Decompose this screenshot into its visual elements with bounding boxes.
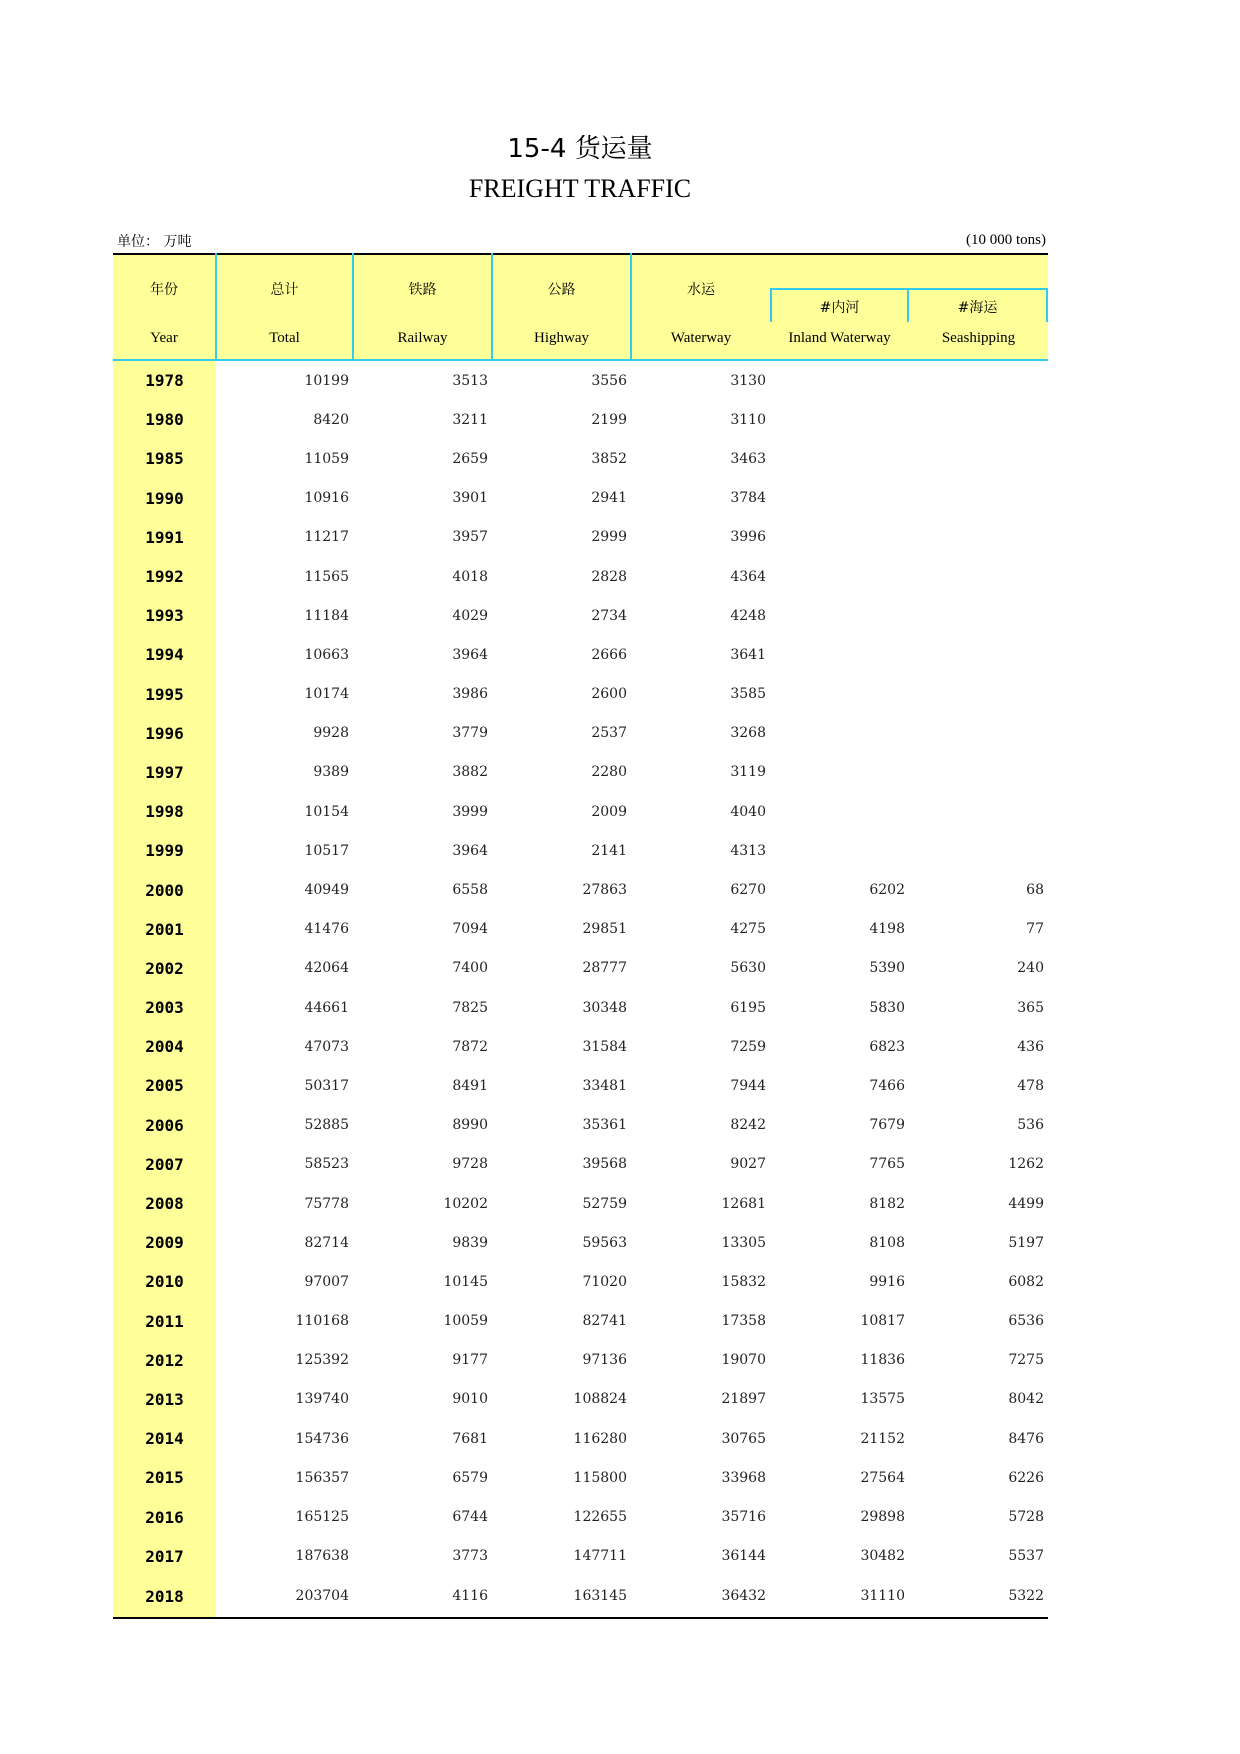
- cell-inland-waterway: 13575: [860, 1391, 905, 1408]
- cell-railway: 4029: [452, 607, 488, 624]
- cell-year: 1990: [113, 479, 216, 518]
- cell-highway: 71020: [582, 1273, 627, 1290]
- table-row: [113, 1027, 1048, 1066]
- cell-year: 1996: [113, 714, 216, 753]
- cell-waterway: 3110: [730, 411, 766, 428]
- cell-railway: 3964: [452, 842, 488, 859]
- cell-year: 2017: [113, 1537, 216, 1576]
- cell-inland-waterway: 21152: [860, 1430, 905, 1447]
- cell-year: 1999: [113, 831, 216, 870]
- cell-highway: 82741: [582, 1313, 627, 1330]
- cell-year: 2009: [113, 1223, 216, 1262]
- cell-inland-waterway: [770, 714, 909, 753]
- cell-highway: 29851: [582, 921, 627, 938]
- cell-total: 40949: [304, 882, 349, 899]
- cell-waterway: 3641: [730, 646, 766, 663]
- cell-seashipping: 5197: [1008, 1234, 1044, 1251]
- table-row: [113, 518, 1048, 557]
- cell-railway: 7872: [452, 1038, 488, 1055]
- cell-waterway: 19070: [721, 1352, 766, 1369]
- column-header-inland-waterway: [770, 254, 909, 360]
- header-label-en: Highway: [534, 330, 589, 346]
- table-row: [113, 1066, 1048, 1105]
- cell-seashipping: 68: [1026, 882, 1044, 899]
- cell-total: 10517: [304, 842, 349, 859]
- cell-total: 11184: [304, 607, 349, 624]
- table-row: [113, 1302, 1048, 1341]
- cell-total: 97007: [304, 1273, 349, 1290]
- cell-railway: 3513: [452, 372, 488, 389]
- cell-railway: 3957: [452, 529, 488, 546]
- cell-inland-waterway: 6202: [869, 882, 905, 899]
- header-label-cn: 公路: [547, 282, 576, 298]
- cell-year: 1997: [113, 753, 216, 792]
- cell-year: 1998: [113, 792, 216, 831]
- cell-railway: 10145: [443, 1273, 488, 1290]
- cell-inland-waterway: 9916: [869, 1273, 905, 1290]
- cell-highway: 35361: [582, 1117, 627, 1134]
- cell-highway: 147711: [573, 1548, 627, 1565]
- table-body: [113, 360, 1048, 1618]
- cell-seashipping: [909, 518, 1048, 557]
- cell-railway: 2659: [452, 450, 488, 467]
- cell-seashipping: [909, 596, 1048, 635]
- cell-railway: 3999: [452, 803, 488, 820]
- cell-seashipping: [909, 831, 1048, 870]
- table-row: [113, 596, 1048, 635]
- cell-highway: 122655: [573, 1509, 627, 1526]
- cell-inland-waterway: 7466: [869, 1077, 905, 1094]
- cell-railway: 9010: [452, 1391, 488, 1408]
- cell-railway: 3986: [452, 686, 488, 703]
- cell-waterway: 3268: [730, 725, 766, 742]
- cell-highway: 163145: [492, 1576, 631, 1618]
- cell-waterway: 13305: [721, 1234, 766, 1251]
- cell-year: 2010: [113, 1262, 216, 1301]
- cell-highway: 39568: [582, 1156, 627, 1173]
- cell-year: 2001: [113, 910, 216, 949]
- cell-highway: 52759: [582, 1195, 627, 1212]
- cell-highway: 28777: [582, 960, 627, 977]
- cell-railway: 8990: [452, 1117, 488, 1134]
- cell-waterway: 35716: [721, 1509, 766, 1526]
- table-row: [113, 1458, 1048, 1497]
- table-row: [113, 635, 1048, 674]
- header-label-en: Year: [150, 330, 178, 346]
- table-row: [113, 870, 1048, 909]
- cell-seashipping: 8476: [1008, 1430, 1044, 1447]
- cell-highway: 116280: [573, 1430, 627, 1447]
- cell-total: 110168: [295, 1313, 349, 1330]
- header-label-en: Railway: [397, 330, 448, 346]
- cell-seashipping: 5322: [909, 1576, 1048, 1618]
- cell-highway: 2199: [591, 411, 627, 428]
- cell-inland-waterway: [770, 479, 909, 518]
- cell-inland-waterway: [770, 518, 909, 557]
- cell-waterway: 30765: [721, 1430, 766, 1447]
- cell-year: 2000: [113, 870, 216, 909]
- cell-waterway: 36144: [721, 1548, 766, 1565]
- table-row: [113, 479, 1048, 518]
- cell-railway: 6579: [452, 1469, 488, 1486]
- cell-seashipping: 536: [1017, 1117, 1044, 1134]
- cell-railway: 3779: [452, 725, 488, 742]
- cell-total: 42064: [304, 960, 349, 977]
- cell-waterway: 3585: [730, 686, 766, 703]
- cell-total: 9928: [313, 725, 349, 742]
- cell-seashipping: 4499: [1008, 1195, 1044, 1212]
- cell-seashipping: 365: [1017, 999, 1044, 1016]
- header-label-cn: 总计: [270, 282, 299, 298]
- cell-waterway: 4275: [730, 921, 766, 938]
- cell-railway: 3211: [452, 411, 488, 428]
- table-row: [113, 1184, 1048, 1223]
- cell-seashipping: 5728: [1008, 1509, 1044, 1526]
- cell-railway: 6744: [452, 1509, 488, 1526]
- table-row: [113, 1262, 1048, 1301]
- cell-waterway: 3119: [730, 764, 766, 781]
- cell-waterway: 17358: [721, 1313, 766, 1330]
- cell-seashipping: 5537: [1008, 1548, 1044, 1565]
- cell-highway: 3852: [591, 450, 627, 467]
- cell-year: 2011: [113, 1302, 216, 1341]
- table-row: [113, 1341, 1048, 1380]
- cell-total: 165125: [295, 1509, 349, 1526]
- subheader-box: [770, 288, 909, 322]
- cell-inland-waterway: 8182: [869, 1195, 905, 1212]
- cell-year: 2016: [113, 1497, 216, 1536]
- cell-seashipping: [909, 675, 1048, 714]
- cell-total: 154736: [295, 1430, 349, 1447]
- cell-waterway: 7259: [730, 1038, 766, 1055]
- cell-seashipping: [909, 439, 1048, 478]
- cell-inland-waterway: 29898: [860, 1509, 905, 1526]
- cell-year: 2002: [113, 949, 216, 988]
- cell-year: 2006: [113, 1106, 216, 1145]
- cell-year: 2003: [113, 988, 216, 1027]
- cell-waterway: 21897: [721, 1391, 766, 1408]
- cell-highway: 2280: [591, 764, 627, 781]
- header-label-cn: 水运: [687, 282, 715, 298]
- cell-seashipping: 6536: [1008, 1313, 1044, 1330]
- cell-inland-waterway: [770, 675, 909, 714]
- cell-waterway: 15832: [721, 1273, 766, 1290]
- cell-year: 2015: [113, 1458, 216, 1497]
- cell-waterway: 7944: [730, 1077, 766, 1094]
- cell-total: 11059: [304, 450, 349, 467]
- cell-year: 1995: [113, 675, 216, 714]
- cell-year: 1993: [113, 596, 216, 635]
- cell-seashipping: [909, 479, 1048, 518]
- cell-total: 10174: [304, 686, 349, 703]
- cell-seashipping: 77: [1026, 921, 1044, 938]
- cell-highway: 59563: [582, 1234, 627, 1251]
- cell-total: 156357: [295, 1469, 349, 1486]
- header-label-en: Total: [269, 330, 300, 346]
- subheader-box: [909, 288, 1048, 322]
- cell-highway: 115800: [573, 1469, 627, 1486]
- cell-inland-waterway: 27564: [860, 1469, 905, 1486]
- cell-total: 9389: [313, 764, 349, 781]
- cell-seashipping: [909, 753, 1048, 792]
- table-row: [113, 988, 1048, 1027]
- freight-traffic-table: [113, 253, 1048, 1619]
- cell-seashipping: 478: [1017, 1077, 1044, 1094]
- cell-total: 10916: [304, 490, 349, 507]
- cell-seashipping: 6082: [1008, 1273, 1044, 1290]
- cell-year: 2004: [113, 1027, 216, 1066]
- cell-railway: 9177: [452, 1352, 488, 1369]
- cell-highway: 30348: [582, 999, 627, 1016]
- cell-railway: 10202: [443, 1195, 488, 1212]
- cell-total: 10154: [304, 803, 349, 820]
- cell-railway: 9728: [452, 1156, 488, 1173]
- header-label-cn: #海运: [957, 300, 998, 316]
- cell-total: 82714: [304, 1234, 349, 1251]
- cell-year: 2005: [113, 1066, 216, 1105]
- header-label-en: Seashipping: [941, 330, 1016, 346]
- cell-year: 2007: [113, 1145, 216, 1184]
- cell-waterway: 8242: [730, 1117, 766, 1134]
- cell-waterway: 6270: [730, 882, 766, 899]
- table-row: [113, 1145, 1048, 1184]
- cell-highway: 2999: [591, 529, 627, 546]
- column-header-highway: [492, 254, 631, 360]
- table-row: [113, 714, 1048, 753]
- cell-highway: 2141: [591, 842, 627, 859]
- cell-inland-waterway: [770, 360, 909, 400]
- header-label-cn: #内河: [819, 300, 860, 316]
- table-row: [113, 910, 1048, 949]
- cell-seashipping: [909, 557, 1048, 596]
- header-label-en: Inland Waterway: [788, 330, 891, 346]
- cell-year: 1980: [113, 400, 216, 439]
- cell-waterway: 12681: [721, 1195, 766, 1212]
- cell-total: 47073: [304, 1038, 349, 1055]
- cell-year: 2018: [113, 1576, 216, 1618]
- cell-seashipping: 1262: [1008, 1156, 1044, 1173]
- table-header-row: [113, 254, 1048, 360]
- cell-seashipping: 240: [1017, 960, 1044, 977]
- table-row: [113, 675, 1048, 714]
- table-row: [113, 1223, 1048, 1262]
- column-header-seashipping: [909, 254, 1048, 360]
- cell-railway: 6558: [452, 882, 488, 899]
- cell-railway: 3901: [452, 490, 488, 507]
- cell-seashipping: [909, 360, 1048, 400]
- cell-waterway: 4313: [730, 842, 766, 859]
- cell-inland-waterway: 8108: [869, 1234, 905, 1251]
- table-row: [113, 439, 1048, 478]
- cell-year: 2013: [113, 1380, 216, 1419]
- cell-railway: 3964: [452, 646, 488, 663]
- cell-highway: 108824: [573, 1391, 627, 1408]
- table-row: [113, 1106, 1048, 1145]
- cell-railway: 7681: [452, 1430, 488, 1447]
- cell-waterway: 4248: [730, 607, 766, 624]
- cell-seashipping: [909, 400, 1048, 439]
- cell-waterway: 4364: [730, 568, 766, 585]
- page-title-english: FREIGHT TRAFFIC: [468, 174, 692, 203]
- cell-inland-waterway: 30482: [860, 1548, 905, 1565]
- cell-year: 1994: [113, 635, 216, 674]
- cell-total: 50317: [304, 1077, 349, 1094]
- cell-highway: 2600: [591, 686, 627, 703]
- cell-total: 187638: [295, 1548, 349, 1565]
- table-row: [113, 360, 1048, 400]
- header-label-en: Waterway: [670, 330, 732, 346]
- cell-waterway: 6195: [730, 999, 766, 1016]
- cell-railway: 10059: [443, 1313, 488, 1330]
- table-row: [113, 557, 1048, 596]
- table-row: [113, 753, 1048, 792]
- cell-year: 2008: [113, 1184, 216, 1223]
- cell-seashipping: [909, 635, 1048, 674]
- table-row: [113, 1497, 1048, 1536]
- cell-waterway: 4040: [730, 803, 766, 820]
- cell-railway: 7825: [452, 999, 488, 1016]
- table-row: [113, 949, 1048, 988]
- cell-year: 1978: [113, 360, 216, 400]
- cell-inland-waterway: [770, 753, 909, 792]
- cell-seashipping: 8042: [1008, 1391, 1044, 1408]
- cell-inland-waterway: [770, 400, 909, 439]
- cell-total: 10663: [304, 646, 349, 663]
- cell-waterway: 9027: [730, 1156, 766, 1173]
- column-header-waterway: [631, 254, 770, 360]
- table-row: [113, 831, 1048, 870]
- cell-railway: 7094: [452, 921, 488, 938]
- cell-inland-waterway: [770, 635, 909, 674]
- cell-inland-waterway: 7679: [869, 1117, 905, 1134]
- cell-railway: 3882: [452, 764, 488, 781]
- cell-total: 11217: [304, 529, 349, 546]
- cell-total: 125392: [295, 1352, 349, 1369]
- cell-year: 2012: [113, 1341, 216, 1380]
- cell-highway: 33481: [582, 1077, 627, 1094]
- cell-highway: 2666: [591, 646, 627, 663]
- header-label-cn: 铁路: [408, 282, 437, 298]
- cell-railway: 3773: [452, 1548, 488, 1565]
- page-title-chinese: 15-4 货运量: [507, 134, 653, 164]
- column-header-railway: [353, 254, 492, 360]
- cell-waterway: 3784: [730, 490, 766, 507]
- cell-railway: 9839: [452, 1234, 488, 1251]
- cell-total: 75778: [304, 1195, 349, 1212]
- cell-total: 10199: [304, 372, 349, 389]
- cell-highway: 31584: [582, 1038, 627, 1055]
- cell-inland-waterway: 5830: [869, 999, 905, 1016]
- cell-seashipping: 6226: [1008, 1469, 1044, 1486]
- cell-railway: 4018: [452, 568, 488, 585]
- cell-inland-waterway: 11836: [860, 1352, 905, 1369]
- cell-railway: 7400: [452, 960, 488, 977]
- header-label-cn: 年份: [150, 282, 178, 298]
- table-row: [113, 400, 1048, 439]
- cell-highway: 27863: [582, 882, 627, 899]
- cell-railway: 8491: [452, 1077, 488, 1094]
- cell-waterway: 3130: [730, 372, 766, 389]
- cell-inland-waterway: [770, 557, 909, 596]
- cell-inland-waterway: [770, 596, 909, 635]
- cell-year: 1992: [113, 557, 216, 596]
- cell-highway: 2941: [591, 490, 627, 507]
- cell-year: 1991: [113, 518, 216, 557]
- cell-waterway: 3996: [730, 529, 766, 546]
- cell-total: 203704: [216, 1576, 353, 1618]
- cell-inland-waterway: 6823: [869, 1038, 905, 1055]
- cell-highway: 2009: [591, 803, 627, 820]
- cell-highway: 2828: [591, 568, 627, 585]
- cell-seashipping: 7275: [1008, 1352, 1044, 1369]
- table-row: [113, 792, 1048, 831]
- cell-total: 44661: [304, 999, 349, 1016]
- cell-waterway: 3463: [730, 450, 766, 467]
- cell-inland-waterway: 31110: [770, 1576, 909, 1618]
- cell-total: 52885: [304, 1117, 349, 1134]
- cell-inland-waterway: [770, 439, 909, 478]
- table-row: [113, 1576, 1048, 1618]
- cell-total: 139740: [295, 1391, 349, 1408]
- unit-label-english: (10 000 tons): [966, 232, 1046, 248]
- cell-year: 1985: [113, 439, 216, 478]
- cell-highway: 2537: [591, 725, 627, 742]
- cell-inland-waterway: 5390: [869, 960, 905, 977]
- cell-inland-waterway: [770, 831, 909, 870]
- table-row: [113, 1419, 1048, 1458]
- cell-waterway: 5630: [730, 960, 766, 977]
- cell-total: 58523: [304, 1156, 349, 1173]
- cell-inland-waterway: 4198: [869, 921, 905, 938]
- cell-seashipping: [909, 792, 1048, 831]
- cell-seashipping: 436: [1017, 1038, 1044, 1055]
- cell-year: 2014: [113, 1419, 216, 1458]
- cell-railway: 4116: [353, 1576, 492, 1618]
- unit-label-chinese: 单位： 万吨: [117, 234, 192, 250]
- cell-highway: 97136: [582, 1352, 627, 1369]
- column-header-total: [216, 254, 353, 360]
- cell-total: 11565: [304, 568, 349, 585]
- cell-inland-waterway: [770, 792, 909, 831]
- table-row: [113, 1537, 1048, 1576]
- cell-waterway: 36432: [631, 1576, 770, 1618]
- cell-total: 8420: [313, 411, 349, 428]
- cell-seashipping: [909, 714, 1048, 753]
- cell-waterway: 33968: [721, 1469, 766, 1486]
- column-header-year: [113, 254, 216, 360]
- cell-highway: 2734: [591, 607, 627, 624]
- cell-highway: 3556: [591, 372, 627, 389]
- cell-total: 41476: [304, 921, 349, 938]
- cell-inland-waterway: 7765: [869, 1156, 905, 1173]
- cell-inland-waterway: 10817: [860, 1313, 905, 1330]
- table-row: [113, 1380, 1048, 1419]
